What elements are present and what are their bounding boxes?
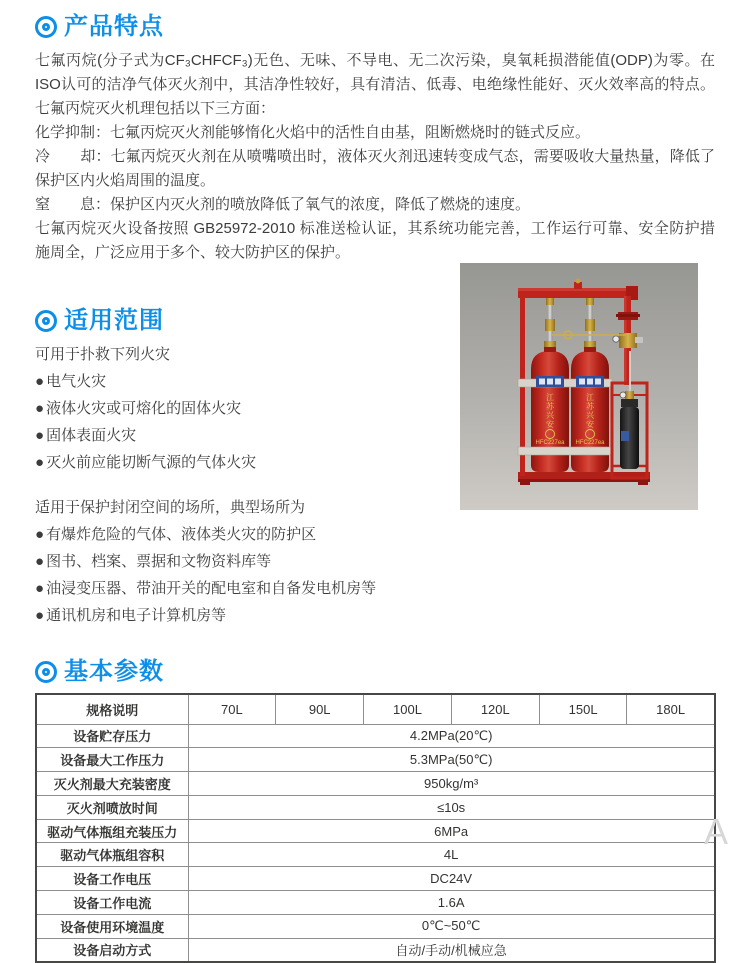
brand-char: 安 xyxy=(586,420,594,429)
list-item xyxy=(35,575,460,602)
brand-char: 安 xyxy=(546,420,554,429)
table-row xyxy=(36,772,715,796)
row-label: 灭火剂喷放时间 xyxy=(36,795,188,819)
row-label: 设备工作电压 xyxy=(36,867,188,891)
features-text xyxy=(35,49,715,265)
column-header: 100L xyxy=(364,694,452,724)
row-label: 设备启动方式 xyxy=(36,938,188,962)
row-value: 0℃~50℃ xyxy=(188,914,715,938)
bullet-icon: ● xyxy=(35,454,45,471)
features-paragraph: 七氟丙烷(分子式为CF₃CHFCF₃)无色、无味、不导电、无二次污染，臭氧耗损潜能值(ODP)为零。在ISO认可的洁净气体灭火剂中，其洁净性较好，具有清洁、低毒、电绝缘性能好、灭火效率高的特点。七氟丙烷灭火机理包括以下三方面： xyxy=(35,52,715,117)
row-label: 设备工作电流 xyxy=(36,891,188,915)
table-row xyxy=(36,795,715,819)
bullet-icon: ● xyxy=(35,373,45,390)
bullet-icon: ● xyxy=(35,526,45,543)
list-item xyxy=(35,521,460,548)
row-label: 设备贮存压力 xyxy=(36,724,188,748)
list-item-text: 通讯机房和电子计算机房等 xyxy=(46,607,227,624)
table-row xyxy=(36,891,715,915)
section-features xyxy=(0,0,750,265)
product-photo-illustration xyxy=(460,263,698,510)
row-value: 1.6A xyxy=(188,891,715,915)
table-row xyxy=(36,914,715,938)
list-item xyxy=(35,449,460,476)
row-value: 5.3MPa(50℃) xyxy=(188,748,715,772)
list-item-text: 灭火前应能切断气源的气体火灾 xyxy=(46,454,257,471)
row-value: ≤10s xyxy=(188,795,715,819)
table-row xyxy=(36,843,715,867)
row-value: 4.2MPa(20℃) xyxy=(188,724,715,748)
list-item xyxy=(35,368,460,395)
column-header: 120L xyxy=(451,694,539,724)
bullet-icon: ● xyxy=(35,400,45,417)
list-item xyxy=(35,602,460,629)
row-value: 950kg/m³ xyxy=(188,772,715,796)
row-label: 设备最大工作压力 xyxy=(36,748,188,772)
row-label: 驱动气体瓶组容积 xyxy=(36,843,188,867)
column-header: 规格说明 xyxy=(36,694,188,724)
table-row xyxy=(36,867,715,891)
scope-group2-list xyxy=(35,521,460,629)
model-label: HFC227ea xyxy=(535,440,565,446)
scope-group1-list xyxy=(35,368,460,476)
row-value: DC24V xyxy=(188,867,715,891)
column-header: 90L xyxy=(276,694,364,724)
brand-char: 江 xyxy=(546,393,554,402)
list-item-text: 固体表面火灾 xyxy=(46,427,137,444)
table-row xyxy=(36,938,715,962)
cylinder-label-plate-right xyxy=(576,376,604,387)
scope-content xyxy=(35,341,460,629)
section-params xyxy=(0,660,750,963)
table-row xyxy=(36,819,715,843)
brand-char: 苏 xyxy=(586,402,594,411)
row-value: 6MPa xyxy=(188,819,715,843)
bullet-icon: ● xyxy=(35,607,45,624)
model-label: HFC227ea xyxy=(575,440,605,446)
list-item xyxy=(35,422,460,449)
params-table-wrap xyxy=(35,693,715,963)
section-bullseye-icon xyxy=(35,310,57,332)
features-header xyxy=(35,15,715,39)
row-value: 自动/手动/机械应急 xyxy=(188,938,715,962)
brand-char: 兴 xyxy=(546,411,554,420)
bullet-icon: ● xyxy=(35,427,45,444)
brand-char: 江 xyxy=(586,393,594,402)
brand-char: 兴 xyxy=(586,411,594,420)
row-label: 设备使用环境温度 xyxy=(36,914,188,938)
product-photo xyxy=(460,263,698,510)
list-item-text: 有爆炸危险的气体、液体类火灾的防护区 xyxy=(46,526,317,543)
page-watermark: A xyxy=(704,811,729,852)
row-label: 灭火剂最大充装密度 xyxy=(36,772,188,796)
scope-title: 适用范围 xyxy=(64,307,164,334)
row-label: 驱动气体瓶组充装压力 xyxy=(36,819,188,843)
cylinder-label-plate-left xyxy=(536,376,564,387)
features-paragraph: 窒 息：保护区内灭火剂的喷放降低了氧气的浓度，降低了燃烧的速度。 xyxy=(35,196,531,213)
list-item-text: 图书、档案、票据和文物资料库等 xyxy=(46,553,272,570)
features-paragraph: 化学抑制：七氟丙烷灭火剂能够惰化火焰中的活性自由基，阻断燃烧时的链式反应。 xyxy=(35,124,591,141)
features-title: 产品特点 xyxy=(64,13,164,40)
list-item xyxy=(35,395,460,422)
list-item-text: 油浸变压器、带油开关的配电室和自备发电机房等 xyxy=(46,580,377,597)
table-row xyxy=(36,748,715,772)
section-bullseye-icon xyxy=(35,16,57,38)
bullet-icon: ● xyxy=(35,553,45,570)
column-header: 180L xyxy=(627,694,715,724)
column-header: 70L xyxy=(188,694,276,724)
brand-char: 苏 xyxy=(546,402,554,411)
params-header xyxy=(35,660,715,684)
table-row xyxy=(36,724,715,748)
params-table xyxy=(35,693,716,963)
column-header: 150L xyxy=(539,694,627,724)
list-item-text: 电气火灾 xyxy=(46,373,107,390)
scope-group2-intro: 适用于保护封闭空间的场所，典型场所为 xyxy=(35,499,306,516)
row-value: 4L xyxy=(188,843,715,867)
section-bullseye-icon xyxy=(35,661,57,683)
features-paragraph: 七氟丙烷灭火设备按照 GB25972-2010 标准送检认证，其系统功能完善，工作运行可靠、安全防护措施周全，广泛应用于多个、较大防护区的保护。 xyxy=(35,220,715,261)
features-paragraph: 冷 却：七氟丙烷灭火剂在从喷嘴喷出时，液体灭火剂迅速转变成气态，需要吸收大量热量，降低了保护区内火焰周围的温度。 xyxy=(35,148,715,189)
list-item xyxy=(35,548,460,575)
table-header-row xyxy=(36,694,715,724)
bullet-icon: ● xyxy=(35,580,45,597)
scope-group1-intro: 可用于扑救下列火灾 xyxy=(35,346,171,363)
list-item-text: 液体火灾或可熔化的固体火灾 xyxy=(46,400,242,417)
params-title: 基本参数 xyxy=(64,658,164,685)
